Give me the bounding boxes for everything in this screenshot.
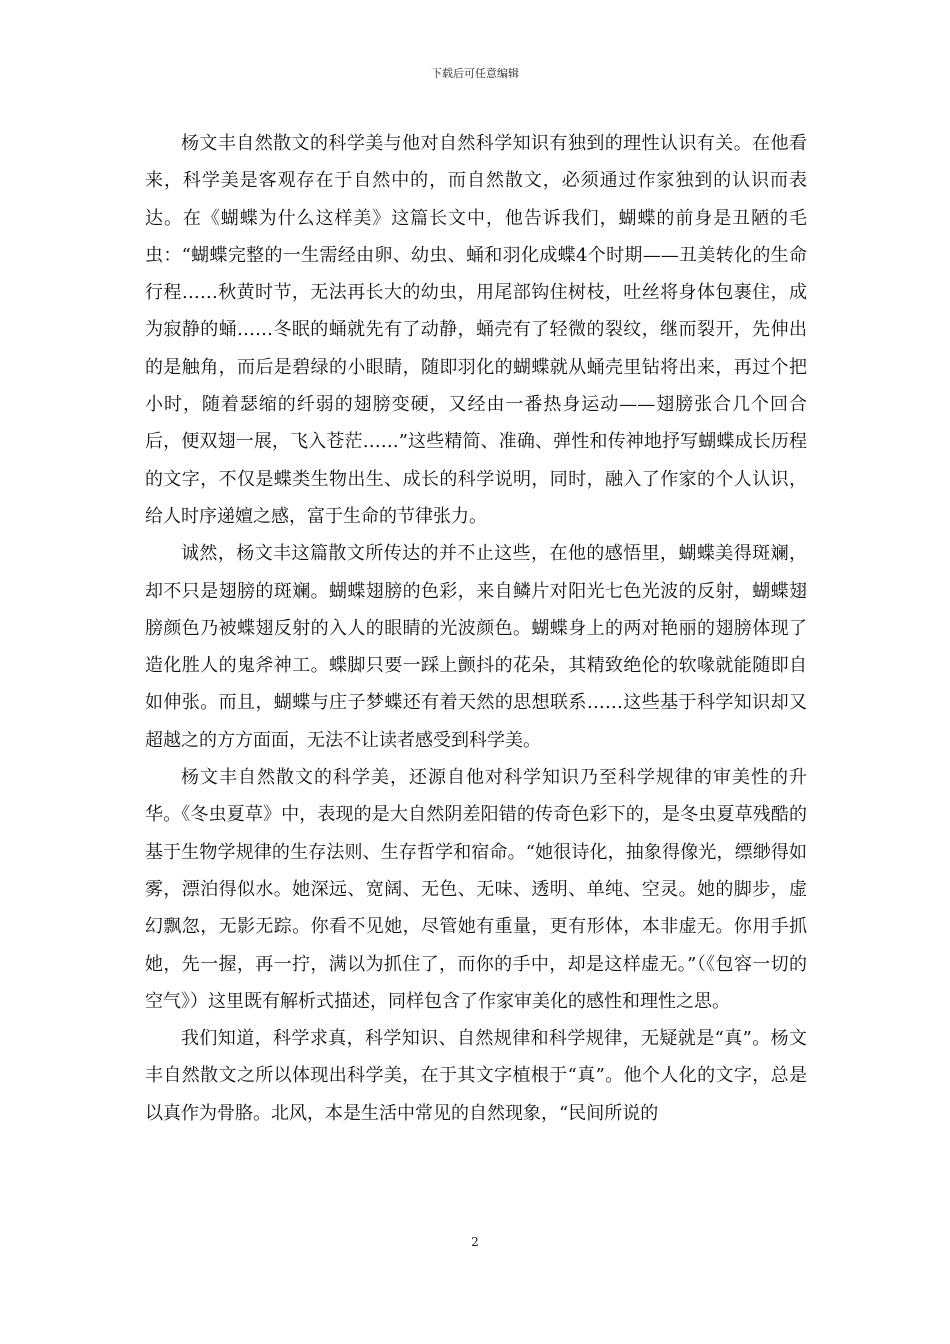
body-text xyxy=(145,125,807,1132)
paragraph-4: 我们知道，科学求真，科学知识、自然规律和科学规律，无疑就是“真”。杨文丰自然散文之所以体现出科学美，在于其文字植根于“真”。他个人化的文字，总是以真作为骨胳。北风，本是生活中常见的自然现象，“民间所说的 xyxy=(145,1028,807,1124)
page-number: 2 xyxy=(471,1235,479,1249)
page-header: 下载后可任意编辑 xyxy=(431,67,519,80)
paragraph-1: 杨文丰自然散文的科学美与他对自然科学知识有独到的理性认识有关。在他看来，科学美是客观存在于自然中的，而自然散文，必须通过作家独到的认识而表达。在《蝴蝶为什么这样美》这篇长文中，他告诉我们，蝴蝶的前身是丑陋的毛虫：“蝴蝶完整的一生需经由卵、幼虫、蛹和羽化成蝶4个时期——丑美转化的生命行程……秋黄时节，无法再长大的幼虫，用尾部钩住树枝，吐丝将身体包裹住，成为寂静的蛹……冬眠的蛹就先有了动静，蛹壳有了轻微的裂纹，继而裂开，先伸出的是触角，而后是碧绿的小眼睛，随即羽化的蝴蝶就从蛹壳里钻将出来，再过个把小时，随着瑟缩的纤弱的翅膀变硬，又经由一番热身运动——翅膀张合几个回合后，便双翅一展，飞入苍茫……”这些精简、准确、弹性和传神地抒写蝴蝶成长历程的文字，不仅是蝶类生物出生、成长的科学说明，同时，融入了作家的个人认识，给人时序递嬗之感，富于生命的节律张力。 xyxy=(145,133,807,527)
paragraph-2: 诚然，杨文丰这篇散文所传达的并不止这些，在他的感悟里，蝴蝶美得斑斓，却不只是翅膀的斑斓。蝴蝶翅膀的色彩，来自鳞片对阳光七色光波的反射，蝴蝶翅膀颜色乃被蝶翅反射的入人的眼睛的光波颜色。蝴蝶身上的两对艳丽的翅膀体现了造化胜人的鬼斧神工。蝶脚只要一踩上颤抖的花朵，其精致绝伦的软喙就能随即自如伸张。而且，蝴蝶与庄子梦蝶还有着天然的思想联系……这些基于科学知识却又超越之的方方面面，无法不让读者感受到科学美。 xyxy=(145,543,807,751)
paragraph-3: 杨文丰自然散文的科学美，还源自他对科学知识乃至科学规律的审美性的升华。《冬虫夏草》中，表现的是大自然阴差阳错的传奇色彩下的，是冬虫夏草残酷的基于生物学规律的生存法则、生存哲学和宿命。“她很诗化，抽象得像光，缥缈得如雾，漂泊得似水。她深远、宽阔、无色、无味、透明、单纯、空灵。她的脚步，虚幻飘忽，无影无踪。你看不见她，尽管她有重量，更有形体，本非虚无。你用手抓她，先一握，再一拧，满以为抓住了，而你的手中，却是这样虚无。”（《包容一切的空气》）这里既有解析式描述，同样包含了作家审美化的感性和理性之思。 xyxy=(145,767,807,1012)
